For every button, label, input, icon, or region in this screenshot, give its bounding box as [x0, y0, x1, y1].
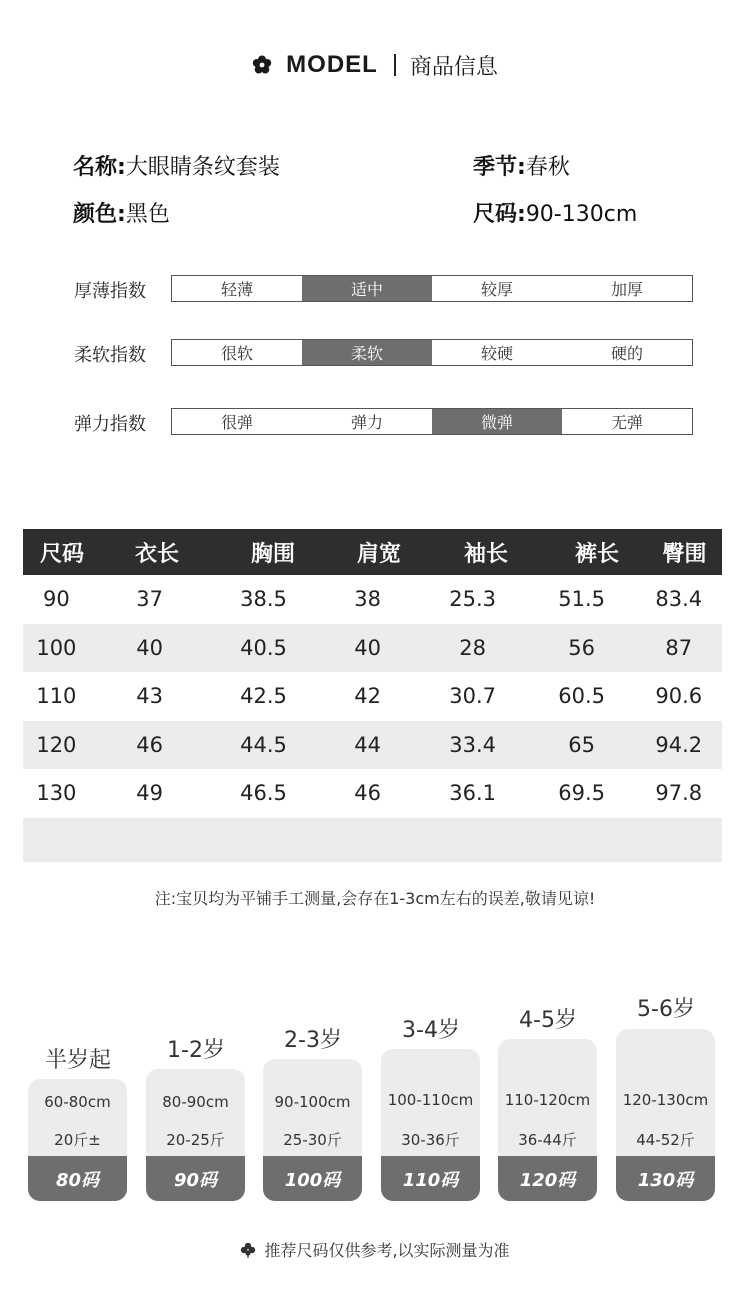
table-cell: 69.5 — [558, 781, 605, 806]
header-cell: 袖长 — [463, 541, 508, 567]
size-card — [263, 1059, 362, 1201]
table-cell: 44 — [354, 732, 381, 757]
age-label: 3-4岁 — [402, 1018, 460, 1043]
softness-option: 硬的 — [610, 344, 643, 363]
card-size-code: 100码 — [263, 1156, 362, 1201]
table-cell: 90 — [43, 587, 70, 612]
color-value: 黑色 — [125, 202, 170, 227]
table-cell: 40 — [136, 635, 164, 660]
table-cell: 42 — [354, 684, 381, 709]
table-cell: 87 — [665, 635, 693, 660]
elasticity-scale — [171, 408, 693, 435]
table-cell: 83.4 — [655, 587, 703, 612]
softness-option: 很软 — [220, 344, 253, 363]
thickness-option-selected: 适中 — [302, 276, 432, 301]
card-weight: 20-25斤 — [166, 1131, 225, 1149]
header-cell: 衣长 — [134, 541, 179, 567]
table-cell: 38 — [354, 587, 381, 612]
size-card — [381, 1049, 480, 1201]
info-season — [473, 150, 570, 181]
header-cell: 臀围 — [662, 541, 707, 567]
softness-label: 柔软指数 — [74, 345, 146, 366]
thickness-option: 较厚 — [480, 280, 513, 299]
card-size-code: 80码 — [28, 1156, 127, 1201]
age-label: 5-6岁 — [637, 997, 695, 1022]
flower-icon — [252, 55, 272, 75]
table-cell: 49 — [136, 781, 164, 806]
name-label: 名称: — [73, 155, 126, 180]
table-cell: 46.5 — [240, 781, 287, 806]
card-length: 120-130cm — [622, 1091, 709, 1109]
age-label: 1-2岁 — [167, 1038, 225, 1063]
card-length: 100-110cm — [387, 1091, 474, 1109]
card-length: 60-80cm — [44, 1093, 111, 1111]
table-header — [23, 529, 722, 575]
card-weight: 36-44斤 — [518, 1131, 577, 1149]
header-cell: 尺码 — [39, 541, 84, 567]
card-weight: 25-30斤 — [283, 1131, 342, 1149]
table-cell: 44.5 — [240, 732, 287, 757]
season-label: 季节: — [473, 155, 526, 180]
footer-note — [0, 1238, 750, 1261]
size-table — [23, 529, 722, 862]
age-label: 2-3岁 — [284, 1028, 342, 1053]
thickness-option: 加厚 — [610, 280, 643, 299]
section-title: 商品信息 — [409, 54, 498, 80]
season-value: 春秋 — [525, 155, 570, 180]
color-label: 颜色: — [73, 202, 126, 227]
size-card — [146, 1069, 245, 1201]
size-card — [616, 1029, 715, 1201]
softness-option: 较硬 — [480, 344, 513, 363]
brand-title: MODEL — [286, 51, 378, 78]
softness-scale — [171, 339, 693, 366]
table-cell: 100 — [36, 635, 77, 660]
table-cell: 60.5 — [558, 684, 605, 709]
elasticity-option: 弹力 — [350, 413, 383, 432]
table-cell: 120 — [36, 732, 77, 757]
size-value: 90-130cm — [525, 202, 638, 227]
header-cell: 肩宽 — [356, 541, 401, 567]
clover-icon — [240, 1242, 256, 1258]
header-divider — [394, 54, 396, 76]
card-length: 80-90cm — [162, 1093, 229, 1111]
table-cell: 28 — [459, 635, 486, 660]
table-empty-row — [23, 818, 722, 862]
table-cell: 43 — [136, 684, 164, 709]
info-name — [73, 150, 280, 181]
table-cell: 130 — [36, 781, 77, 806]
card-length: 90-100cm — [274, 1093, 351, 1111]
size-card — [28, 1079, 127, 1201]
table-cell: 37 — [136, 587, 164, 612]
card-length: 110-120cm — [504, 1091, 591, 1109]
table-cell: 97.8 — [655, 781, 703, 806]
size-card — [498, 1039, 597, 1201]
footer-text: 推荐尺码仅供参考,以实际测量为准 — [264, 1241, 510, 1260]
table-row — [23, 721, 722, 770]
table-row — [23, 624, 722, 673]
size-label: 尺码: — [473, 202, 526, 227]
elasticity-option: 无弹 — [610, 413, 643, 432]
table-cell: 30.7 — [449, 684, 497, 709]
table-cell: 40 — [354, 635, 381, 660]
table-cell: 110 — [36, 684, 77, 709]
elasticity-option-selected: 微弹 — [432, 409, 562, 434]
thickness-scale — [171, 275, 693, 302]
table-cell: 46 — [354, 781, 381, 806]
measurement-note: 注:宝贝均为平铺手工测量,会存在1-3cm左右的误差,敬请见谅! — [154, 889, 596, 908]
table-cell: 65 — [568, 732, 595, 757]
table-row — [23, 672, 722, 721]
table-cell: 94.2 — [655, 732, 703, 757]
header-cell: 裤长 — [574, 541, 619, 567]
table-cell: 25.3 — [449, 587, 497, 612]
table-cell: 90.6 — [655, 684, 703, 709]
elasticity-option: 很弹 — [220, 413, 253, 432]
thickness-label: 厚薄指数 — [74, 281, 146, 302]
info-color — [73, 197, 170, 228]
card-size-code: 120码 — [498, 1156, 597, 1201]
thickness-option: 轻薄 — [220, 280, 253, 299]
card-size-code: 90码 — [146, 1156, 245, 1201]
table-cell: 46 — [136, 732, 164, 757]
elasticity-label: 弹力指数 — [74, 414, 146, 435]
card-weight: 20斤± — [54, 1131, 101, 1149]
table-row — [23, 575, 722, 624]
age-label: 4-5岁 — [519, 1008, 577, 1033]
name-value: 大眼睛条纹套装 — [125, 155, 280, 180]
header-cell: 胸围 — [250, 541, 295, 567]
info-size — [473, 197, 637, 228]
card-size-code: 130码 — [616, 1156, 715, 1201]
softness-option-selected: 柔软 — [302, 340, 432, 365]
table-cell: 42.5 — [240, 684, 287, 709]
card-weight: 30-36斤 — [401, 1131, 460, 1149]
card-weight: 44-52斤 — [636, 1131, 695, 1149]
table-row — [23, 769, 722, 818]
card-size-code: 110码 — [381, 1156, 480, 1201]
table-cell: 36.1 — [449, 781, 497, 806]
age-label: 半岁起 — [44, 1048, 111, 1073]
table-cell: 38.5 — [240, 587, 287, 612]
table-cell: 33.4 — [449, 732, 497, 757]
table-cell: 40.5 — [240, 635, 287, 660]
page-header — [0, 46, 750, 84]
table-cell: 56 — [568, 635, 595, 660]
table-cell: 51.5 — [558, 587, 605, 612]
